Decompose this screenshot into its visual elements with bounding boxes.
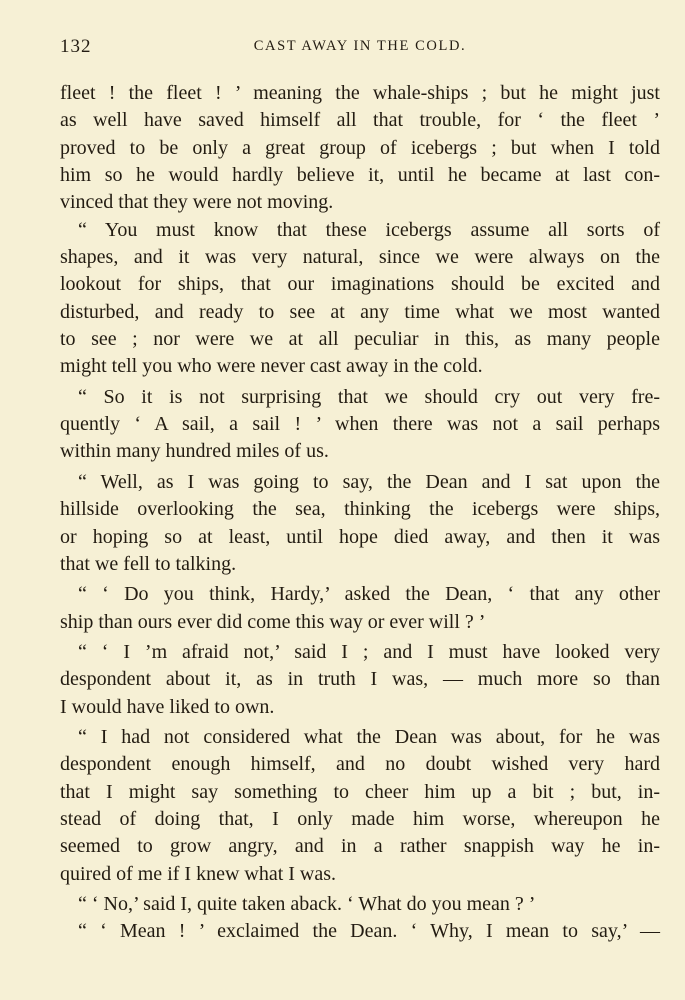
text-line: despondent about it, as in truth I was, — much more so than (60, 668, 660, 691)
text-line: quired of me if I knew what I was. (60, 862, 337, 885)
text-line: “ You must know that these icebergs assume all sorts of (78, 218, 660, 241)
text-line: fleet ! the fleet ! ’ meaning the whale-ships ; but he might just (60, 82, 660, 104)
text-line: I would have liked to own. (60, 695, 275, 718)
text-line: “ Well, as I was going to say, the Dean and I sat upon the (78, 470, 660, 493)
text-line: ship than ours ever did come this way or ever will ? ’ (60, 610, 486, 633)
text-line: despondent enough himself, and no doubt wished very hard (60, 753, 660, 776)
text-line: within many hundred miles of us. (60, 440, 329, 463)
text-line: vinced that they were not moving. (60, 191, 334, 214)
text-line: “ So it is not surprising that we should cry out very fre- (78, 385, 660, 408)
text-line: that we fell to talking. (60, 552, 237, 575)
text-line: or hoping so at least, until hope died away, and then it was (60, 525, 660, 548)
text-line: proved to be only a great group of icebergs ; but when I told (60, 136, 660, 159)
text-line: “ ‘ Do you think, Hardy,’ asked the Dean, ‘ that any other (78, 583, 660, 606)
text-line: “ ‘ I ’m afraid not,’ said I ; and I must have looked very (78, 640, 660, 663)
text-line: seemed to grow angry, and in a rather snappish way he in- (60, 835, 660, 858)
text-line: hillside overlooking the sea, thinking the icebergs were ships, (60, 498, 660, 521)
text-line: as well have saved himself all that trouble, for ‘ the fleet ’ (60, 109, 660, 132)
text-line: disturbed, and ready to see at any time what we most wanted (60, 300, 660, 323)
text-line: to see ; nor were we at all peculiar in this, as many people (60, 328, 660, 351)
text-line: “ I had not considered what the Dean was about, for he was (78, 725, 660, 748)
page-header (60, 36, 660, 60)
text-line: “ ‘ Mean ! ’ exclaimed the Dean. ‘ Why, I mean to say,’ — (78, 920, 660, 943)
text-line: that I might say something to cheer him up a bit ; but, in- (60, 780, 660, 803)
text-line: shapes, and it was very natural, since we were always on the (60, 246, 660, 269)
page-number: 132 (60, 36, 92, 57)
body-text (60, 80, 660, 946)
running-title: CAST AWAY IN THE COLD. (253, 38, 467, 54)
text-line: him so he would hardly believe it, until he became at last con- (60, 164, 660, 187)
text-line: stead of doing that, I only made him worse, whereupon he (60, 807, 660, 830)
text-line: might tell you who were never cast away in the cold. (60, 355, 483, 378)
text-line: lookout for ships, that our imaginations should be excited and (60, 273, 660, 296)
text-line: “ ‘ No,’ said I, quite taken aback. ‘ What do you mean ? ’ (78, 892, 536, 915)
text-line: quently ‘ A sail, a sail ! ’ when there was not a sail perhaps (60, 413, 660, 436)
